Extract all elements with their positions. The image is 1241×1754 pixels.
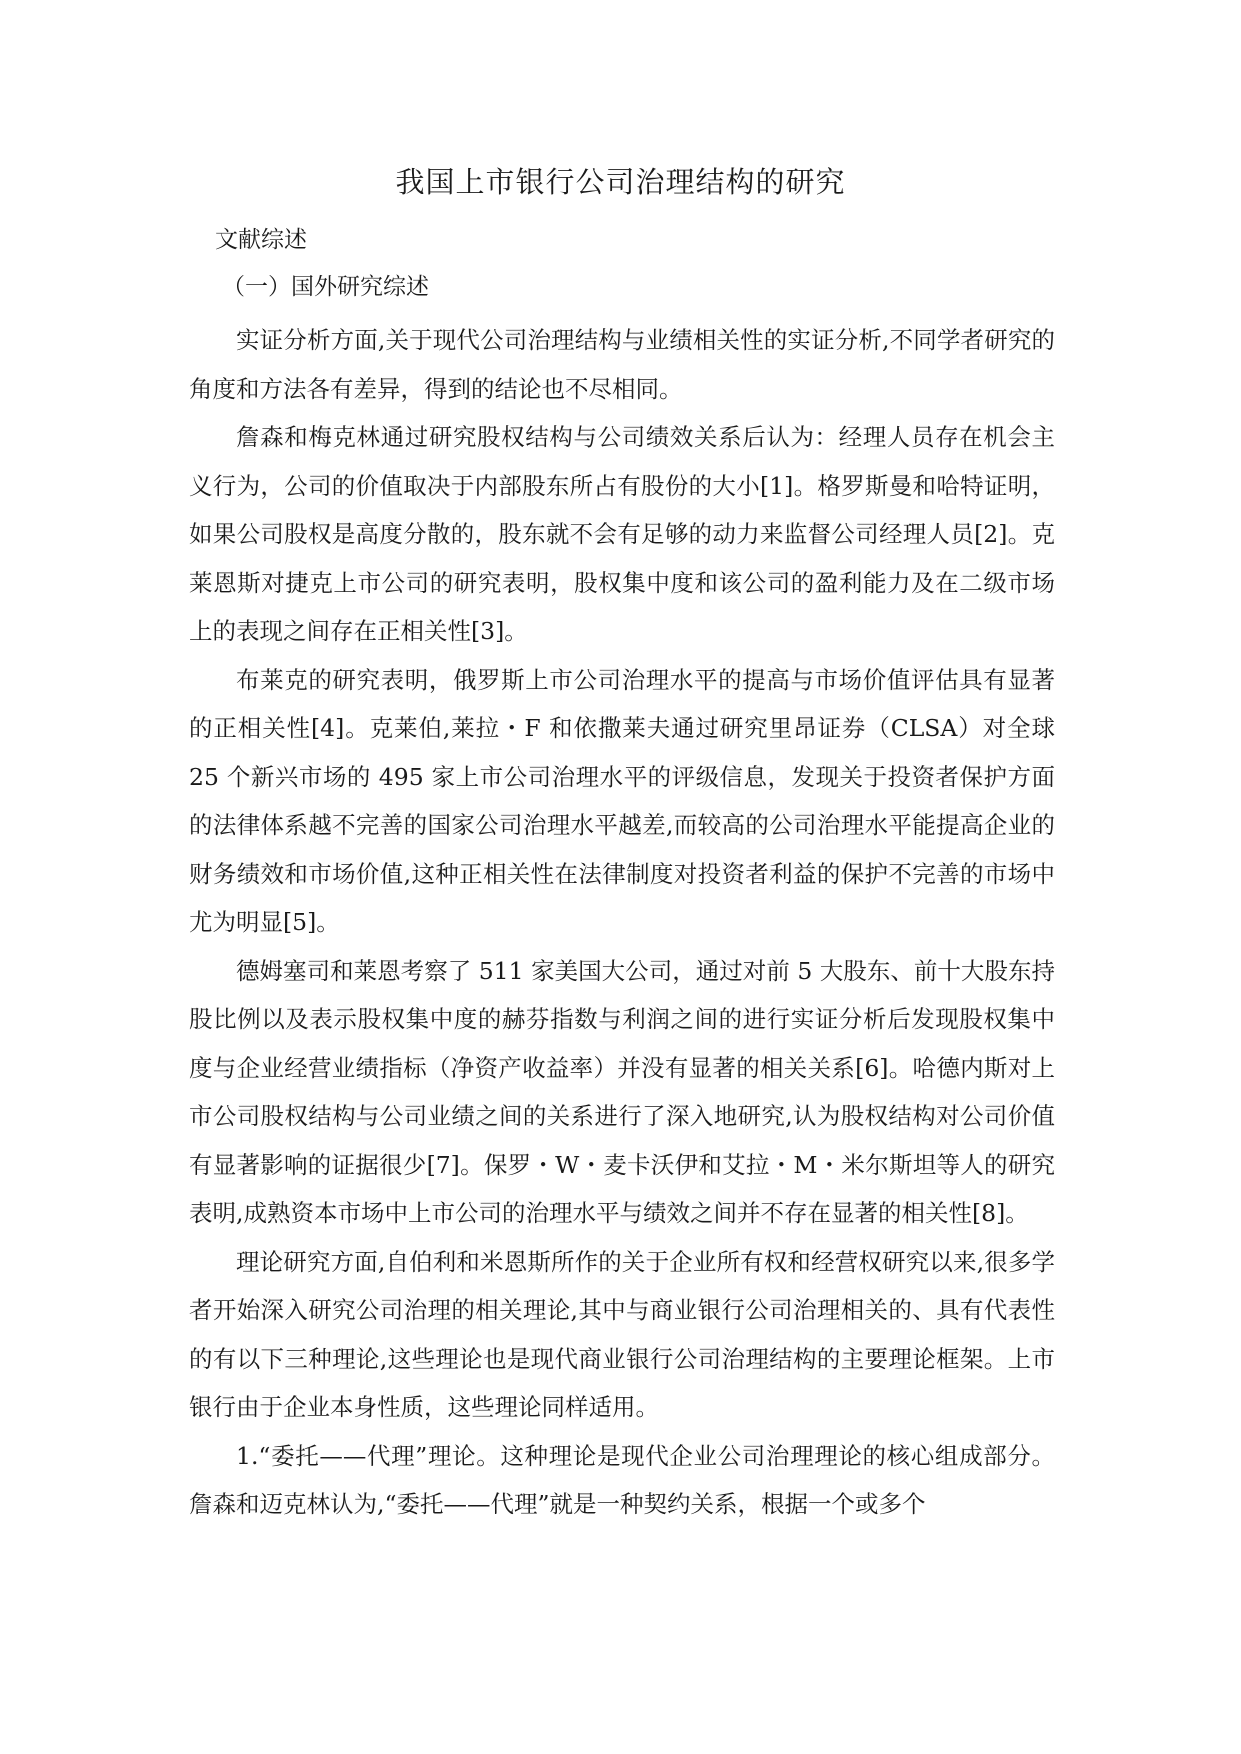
subsection-heading: （一）国外研究综述 [222, 274, 429, 300]
paragraph: 詹森和梅克林通过研究股权结构与公司绩效关系后认为：经理人员存在机会主义行为，公司的价值取决于内部股东所占有股份的大小[1]。格罗斯曼和哈特证明，如果公司股权是高度分散的，股东就不会有足够的动力来监督公司经理人员[2]。克莱恩斯对捷克上市公司的研究表明，股权集中度和该公司的盈利能力及在二级市场上的表现之间存在正相关性[3]。 [189, 423, 1055, 645]
paragraph: 德姆塞司和莱恩考察了 511 家美国大公司，通过对前 5 大股东、前十大股东持股比例以及表示股权集中度的赫芬指数与利润之间的进行实证分析后发现股权集中度与企业经营业绩指标（净资产收益率）并没有显著的相关关系[6]。哈德内斯对上市公司股权结构与公司业绩之间的关系进行了深入地研究,认为股权结构对公司价值有显著影响的证据很少[7]。保罗・W・麦卡沃伊和艾拉・M・米尔斯坦等人的研究表明,成熟资本市场中上市公司的治理水平与绩效之间并不存在显著的相关性[8]。 [189, 956, 1055, 1227]
body-text [189, 316, 1055, 1529]
section-heading: 文献综述 [215, 227, 307, 253]
paragraph: 理论研究方面,自伯利和米恩斯所作的关于企业所有权和经营权研究以来,很多学者开始深入研究公司治理的相关理论,其中与商业银行公司治理相关的、具有代表性的有以下三种理论,这些理论也是现代商业银行公司治理结构的主要理论框架。上市银行由于企业本身性质，这些理论同样适用。 [189, 1247, 1055, 1421]
document-title: 我国上市银行公司治理结构的研究 [395, 165, 846, 199]
paragraph: 1.“委托——代理”理论。这种理论是现代企业公司治理理论的核心组成部分。詹森和迈克林认为,“委托——代理”就是一种契约关系，根据一个或多个 [189, 1441, 1055, 1518]
paragraph: 布莱克的研究表明，俄罗斯上市公司治理水平的提高与市场价值评估具有显著的正相关性[4]。克莱伯,莱拉・F 和依撒莱夫通过研究里昂证券（CLSA）对全球 25 个新兴市场的 495 家上市公司治理水平的评级信息，发现关于投资者保护方面的法律体系越不完善的国家公司治理水平越差,而较高的公司治理水平能提高企业的财务绩效和市场价值,这种正相关性在法律制度对投资者利益的保护不完善的市场中尤为明显[5]。 [189, 665, 1055, 936]
paragraph: 实证分析方面,关于现代公司治理结构与业绩相关性的实证分析,不同学者研究的角度和方法各有差异，得到的结论也不尽相同。 [189, 326, 1055, 403]
